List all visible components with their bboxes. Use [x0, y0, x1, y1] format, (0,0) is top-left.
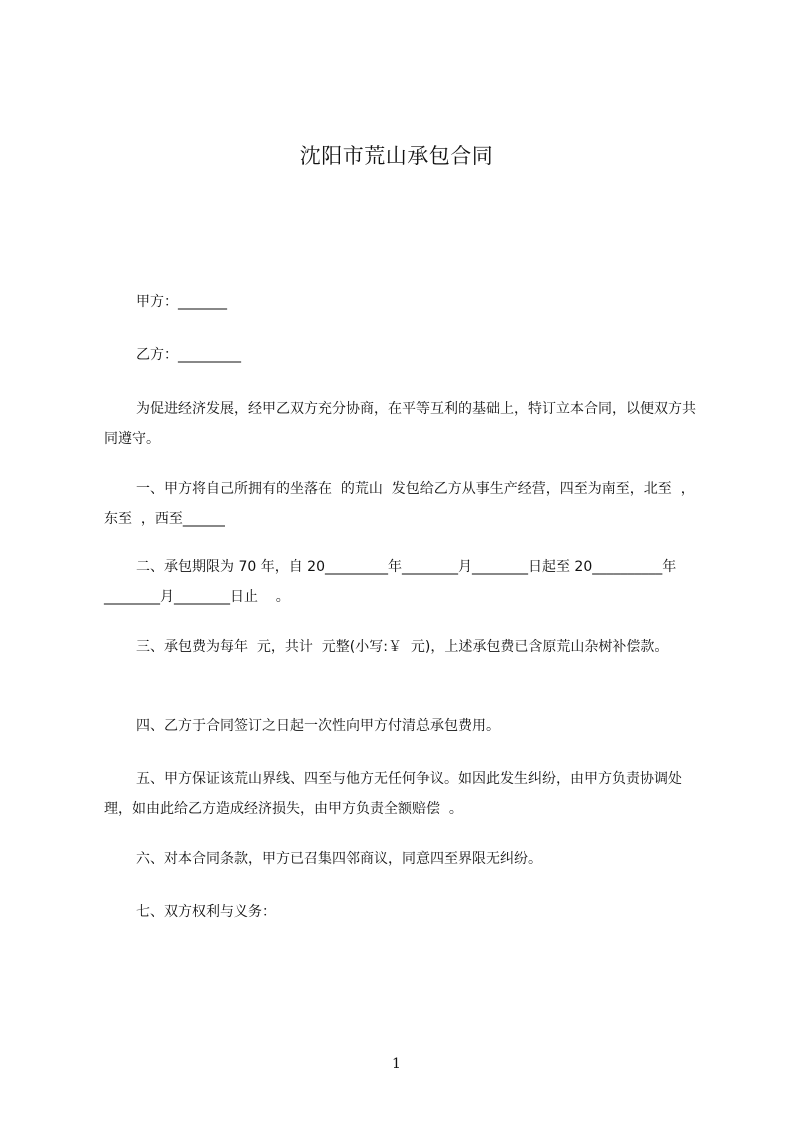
preamble-paragraph: 为促进经济发展，经甲乙双方充分协商，在平等互利的基础上，特订立本合同，以便双方共同遵守。: [104, 401, 696, 447]
clause-1-paragraph: 一、甲方将自己所拥有的坐落在 的荒山 发包给乙方从事生产经营，四至为南至，北至 ，东至 ，西至______: [104, 481, 695, 527]
clause-2-paragraph: 二、承包期限为 70 年，自 20_________年________月________日起至 20__________年________月________日止 。: [104, 559, 677, 605]
clause-4-paragraph: 四、乙方于合同签订之日起一次性向甲方付清总承包费用。: [136, 718, 500, 734]
party-a-line: 甲方：_______: [136, 294, 227, 310]
clause-6-paragraph: 六、对本合同条款，甲方已召集四邻商议，同意四至界限无纠纷。: [136, 851, 542, 867]
clause-5-paragraph: 五、甲方保证该荒山界线、四至与他方无任何争议。如因此发生纠纷，由甲方负责协调处理，如由此给乙方造成经济损失，由甲方负责全额赔偿 。: [104, 771, 682, 817]
clause-7-heading: 七、双方权利与义务：: [136, 904, 276, 920]
page-number: 1: [392, 1056, 401, 1072]
party-b-line: 乙方：_________: [136, 347, 241, 363]
clause-3-paragraph: 三、承包费为每年 元，共计 元整(小写:￥ 元)，上述承包费已含原荒山杂树补偿款。: [136, 639, 669, 655]
document-title: 沈阳市荒山承包合同: [299, 144, 494, 168]
